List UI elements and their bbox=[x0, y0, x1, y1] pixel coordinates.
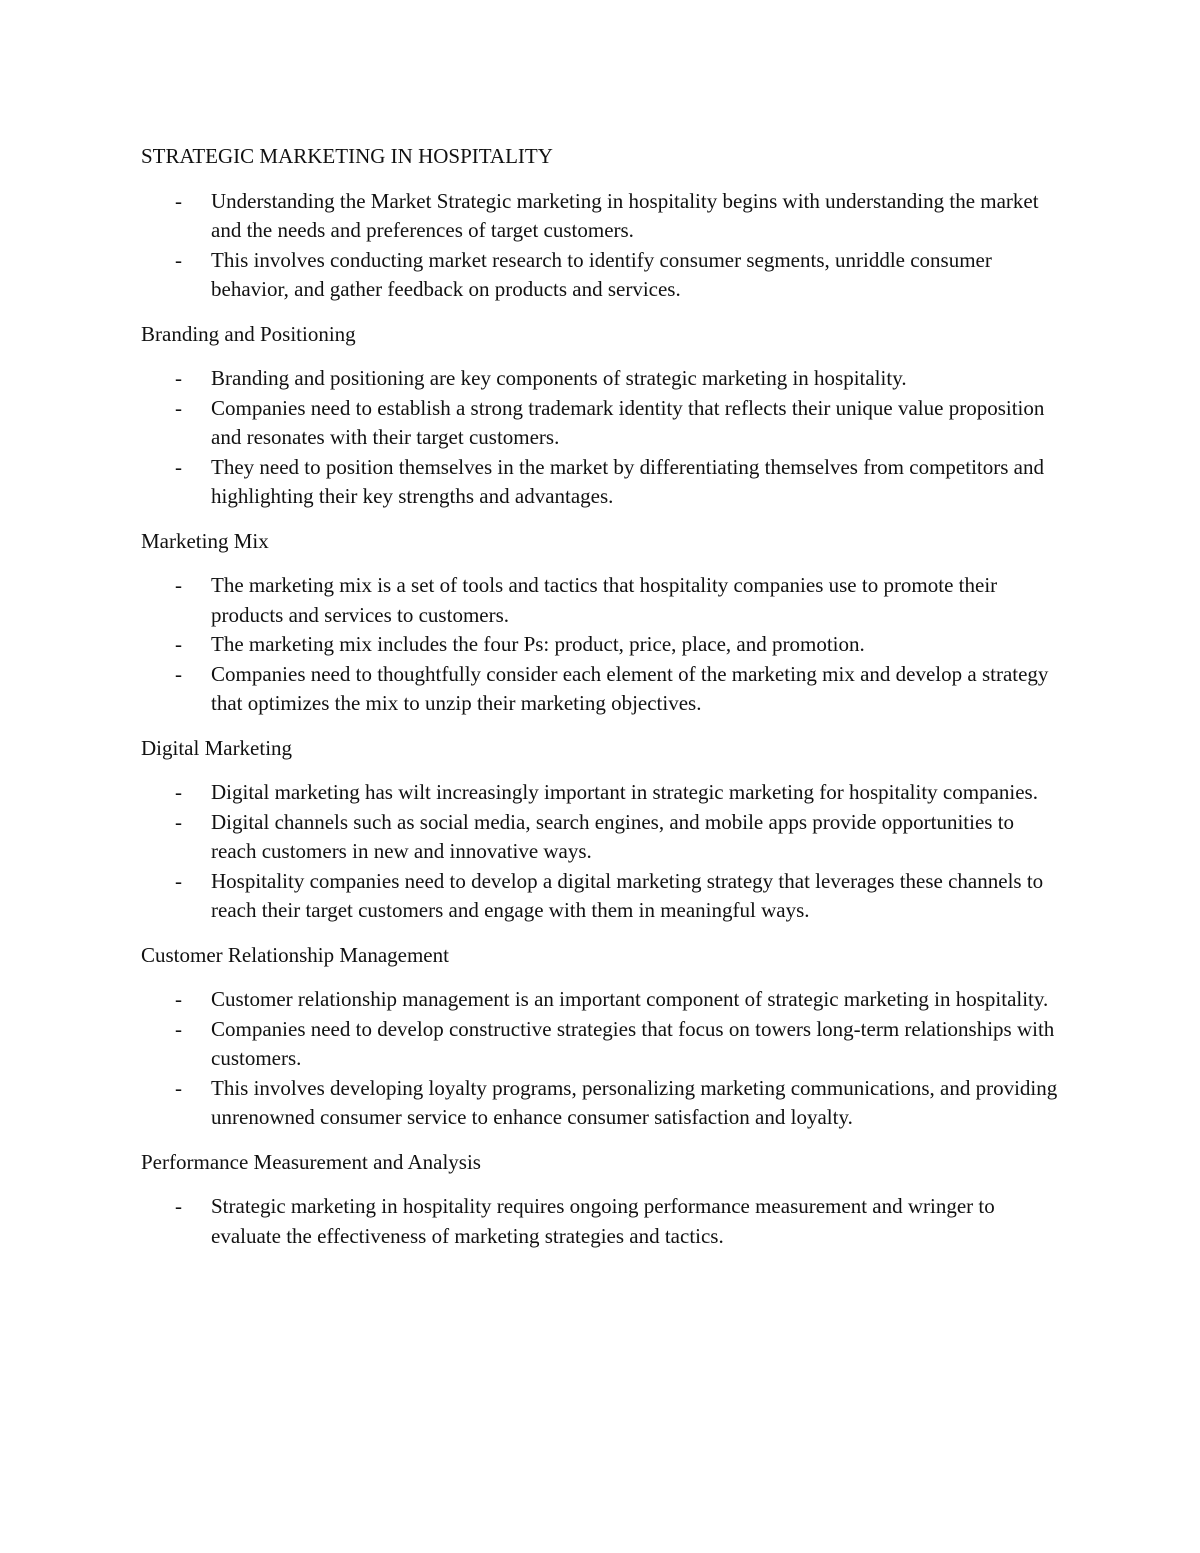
list-item bbox=[141, 394, 1061, 453]
document-body bbox=[141, 142, 1061, 1251]
list-item-text: The marketing mix is a set of tools and tactics that hospitality companies use to promote their products and services to customers. bbox=[211, 573, 998, 627]
section-bullet-list-marketing-mix bbox=[141, 571, 1061, 719]
list-item-text: Companies need to thoughtfully consider each element of the marketing mix and develop a strategy that optimizes the mix to unzip their marketing objectives. bbox=[211, 661, 1049, 715]
section-bullet-list-digital-marketing bbox=[141, 778, 1061, 926]
list-item-text: Branding and positioning are key components of strategic marketing in hospitality. bbox=[211, 366, 907, 390]
list-item bbox=[141, 364, 1061, 394]
section-heading-crm: Customer Relationship Management bbox=[141, 942, 449, 967]
bullet-dash: - bbox=[175, 247, 182, 272]
list-item-text: Digital marketing has wilt increasingly important in strategic marketing for hospitality companies. bbox=[211, 780, 1038, 804]
list-item bbox=[141, 660, 1061, 719]
bullet-dash: - bbox=[175, 366, 182, 390]
list-item bbox=[141, 187, 1061, 246]
bullet-dash: - bbox=[175, 780, 182, 804]
list-item-text: The marketing mix includes the four Ps: product, price, place, and promotion. bbox=[211, 632, 865, 656]
bullet-dash: - bbox=[175, 868, 182, 893]
list-item bbox=[141, 867, 1061, 926]
list-item-text: This involves conducting market research to identify consumer segments, unriddle consumer behavior, and gather feedback on products and services. bbox=[211, 247, 992, 301]
document-title: STRATEGIC MARKETING IN HOSPITALITY bbox=[141, 144, 553, 168]
section-heading-performance: Performance Measurement and Analysis bbox=[141, 1149, 481, 1174]
list-item-text: Strategic marketing in hospitality requires ongoing performance measurement and wringer to evaluate the effectiveness of marketing strategies and tactics. bbox=[211, 1194, 995, 1248]
bullet-dash: - bbox=[175, 573, 182, 597]
list-item-text: Companies need to develop constructive strategies that focus on towers long-term relationships with customers. bbox=[211, 1016, 1055, 1070]
bullet-dash: - bbox=[175, 632, 182, 656]
bullet-dash: - bbox=[175, 1075, 182, 1100]
list-item-text: Understanding the Market Strategic marketing in hospitality begins with understanding the market and the needs and preferences of target customers. bbox=[211, 188, 1039, 242]
list-item-text: Digital channels such as social media, search engines, and mobile apps provide opportunities to reach customers in new and innovative ways. bbox=[211, 809, 1015, 863]
list-item bbox=[141, 1015, 1061, 1074]
section-bullet-list-crm bbox=[141, 985, 1061, 1133]
list-item bbox=[141, 453, 1061, 512]
list-item bbox=[141, 1192, 1061, 1251]
list-item-text: They need to position themselves in the market by differentiating themselves from competitors and highlighting their key strengths and advantages. bbox=[211, 454, 1044, 508]
section-bullet-list-branding bbox=[141, 364, 1061, 512]
list-item bbox=[141, 778, 1061, 808]
section-bullet-list-performance bbox=[141, 1192, 1061, 1251]
list-item bbox=[141, 630, 1061, 660]
bullet-dash: - bbox=[175, 661, 182, 686]
bullet-dash: - bbox=[175, 809, 182, 834]
list-item bbox=[141, 1074, 1061, 1133]
list-item-text: Customer relationship management is an important component of strategic marketing in hospitality. bbox=[211, 987, 1049, 1011]
list-item bbox=[141, 571, 1061, 630]
list-item-text: Companies need to establish a strong trademark identity that reflects their unique value proposition and resonates with their target customers. bbox=[211, 395, 1045, 449]
list-item-text: This involves developing loyalty programs, personalizing marketing communications, and providing unrenowned consumer service to enhance consumer satisfaction and loyalty. bbox=[211, 1075, 1058, 1129]
list-item bbox=[141, 985, 1061, 1015]
list-item-text: Hospitality companies need to develop a digital marketing strategy that leverages these channels to reach their target customers and engage with them in meaningful ways. bbox=[211, 868, 1044, 922]
bullet-dash: - bbox=[175, 987, 182, 1011]
section-heading-digital-marketing: Digital Marketing bbox=[141, 735, 293, 760]
bullet-dash: - bbox=[175, 454, 182, 479]
intro-bullet-list bbox=[141, 187, 1061, 305]
list-item bbox=[141, 246, 1061, 305]
section-heading-branding: Branding and Positioning bbox=[141, 321, 356, 346]
bullet-dash: - bbox=[175, 1194, 182, 1218]
section-heading-marketing-mix: Marketing Mix bbox=[141, 528, 269, 553]
list-item bbox=[141, 808, 1061, 867]
bullet-dash: - bbox=[175, 188, 182, 213]
bullet-dash: - bbox=[175, 395, 182, 420]
bullet-dash: - bbox=[175, 1016, 182, 1041]
